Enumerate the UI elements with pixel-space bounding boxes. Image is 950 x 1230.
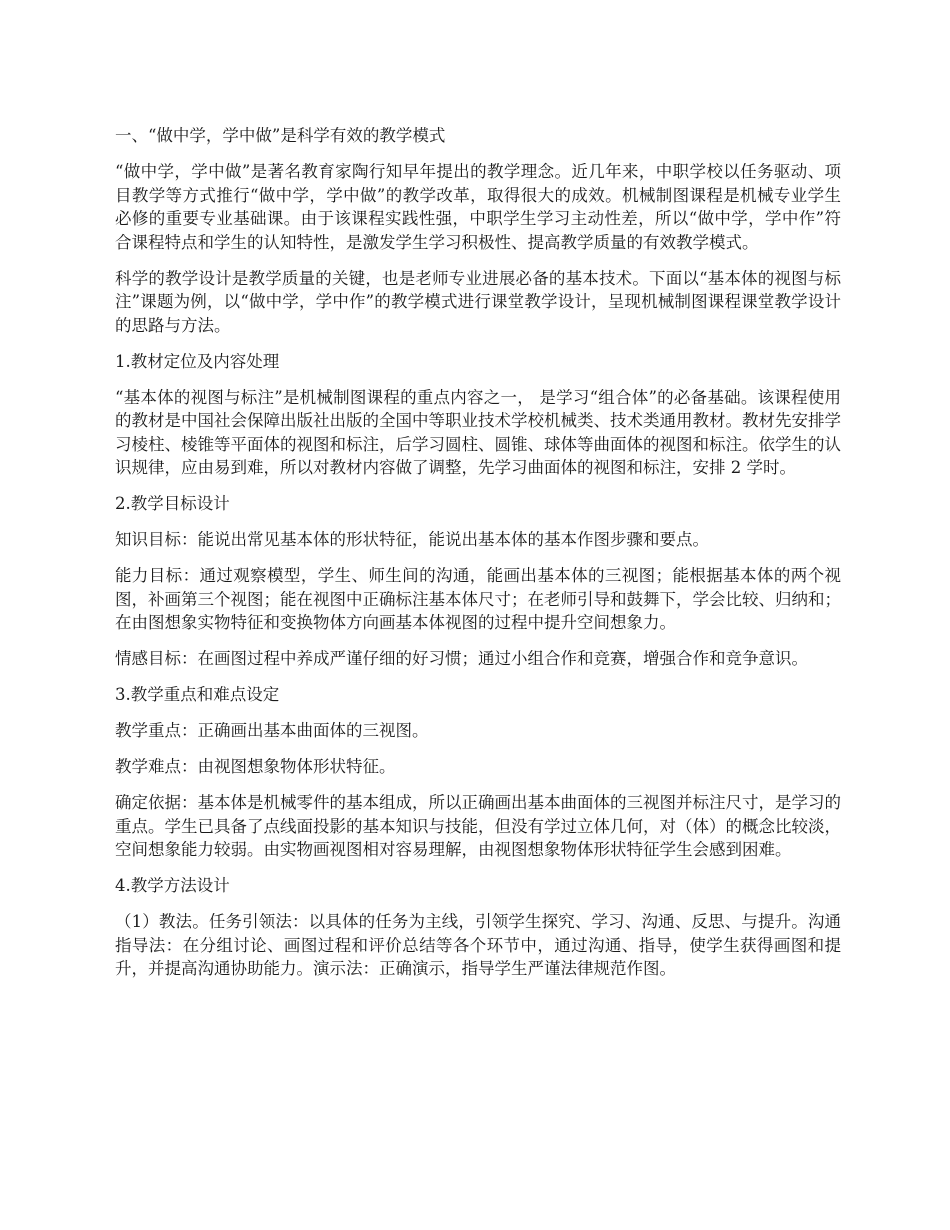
paragraph-emotion-objective: 情感目标：在画图过程中养成严谨仔细的好习惯；通过小组合作和竞赛，增强合作和竞争意识。 <box>115 649 808 668</box>
section-heading-intro: 一、“做中学，学中做”是科学有效的教学模式 <box>115 126 446 145</box>
section-heading-textbook: 1.教材定位及内容处理 <box>115 351 280 371</box>
paragraph-intro-2: 科学的教学设计是教学质量的关键，也是老师专业进展必备的基本技术。下面以“基本体的视图与标注”课题为例，以“做中学，学中作”的教学模式进行课堂教学设计，呈现机械制图课程课堂教学设计的思路与方法。 <box>115 268 841 335</box>
paragraph-ability-objective: 能力目标：通过观察模型，学生、师生间的沟通，能画出基本体的三视图；能根据基本体的两个视图，补画第三个视图；能在视图中正确标注基本体尺寸；在老师引导和鼓舞下，学会比较、归纳和；在由图想象实物特征和变换物体方向画基本体视图的过程中提升空间想象力。 <box>115 566 841 632</box>
document-page <box>115 124 841 993</box>
section-heading-key-points: 3.教学重点和难点设定 <box>115 685 280 704</box>
paragraph-key-point: 教学重点：正确画出基本曲面体的三视图。 <box>115 721 429 740</box>
section-heading-methods: 4.教学方法设计 <box>115 876 230 895</box>
paragraph-teaching-methods: （1）教法。任务引领法：以具体的任务为主线，引领学生探究、学习、沟通、反思、与提升。沟通指导法：在分组讨论、画图过程和评价总结等各个环节中，通过沟通、指导，使学生获得画图和提升，并提高沟通协助能力。演示法：正确演示，指导学生严谨法律规范作图。 <box>115 912 841 978</box>
section-heading-objectives: 2.教学目标设计 <box>115 494 230 513</box>
paragraph-intro-1: “做中学，学中做”是著名教育家陶行知早年提出的教学理念。近几年来，中职学校以任务驱动、项目教学等方式推行“做中学，学中做”的教学改革，取得很大的成效。机械制图课程是机械专业学生必修的重要专业基础课。由于该课程实践性强，中职学生学习主动性差，所以“做中学，学中作”符合课程特点和学生的认知特性，是激发学生学习积极性、提高教学质量的有效教学模式。 <box>115 162 841 252</box>
paragraph-textbook: “基本体的视图与标注”是机械制图课程的重点内容之一， 是学习“组合体”的必备基础。该课程使用的教材是中国社会保障出版社出版的全国中等职业技术学校机械类、技术类通用教材。教材先安排学习棱柱、棱锥等平面体的视图和标注，后学习圆柱、圆锥、球体等曲面体的视图和标注。依学生的认识规律，应由易到难，所以对教材内容做了调整，先学习曲面体的视图和标注，安排 2 学时。 <box>115 387 841 477</box>
paragraph-knowledge-objective: 知识目标：能说出常见基本体的形状特征，能说出基本体的基本作图步骤和要点。 <box>115 530 709 549</box>
paragraph-basis: 确定依据：基本体是机械零件的基本组成，所以正确画出基本曲面体的三视图并标注尺寸，是学习的重点。学生已具备了点线面投影的基本知识与技能，但没有学过立体几何，对（体）的概念比较淡，空间想象能力较弱。由实物画视图相对容易理解，由视图想象物体形状特征学生会感到困难。 <box>115 793 841 859</box>
paragraph-difficulty: 教学难点：由视图想象物体形状特征。 <box>115 757 396 776</box>
